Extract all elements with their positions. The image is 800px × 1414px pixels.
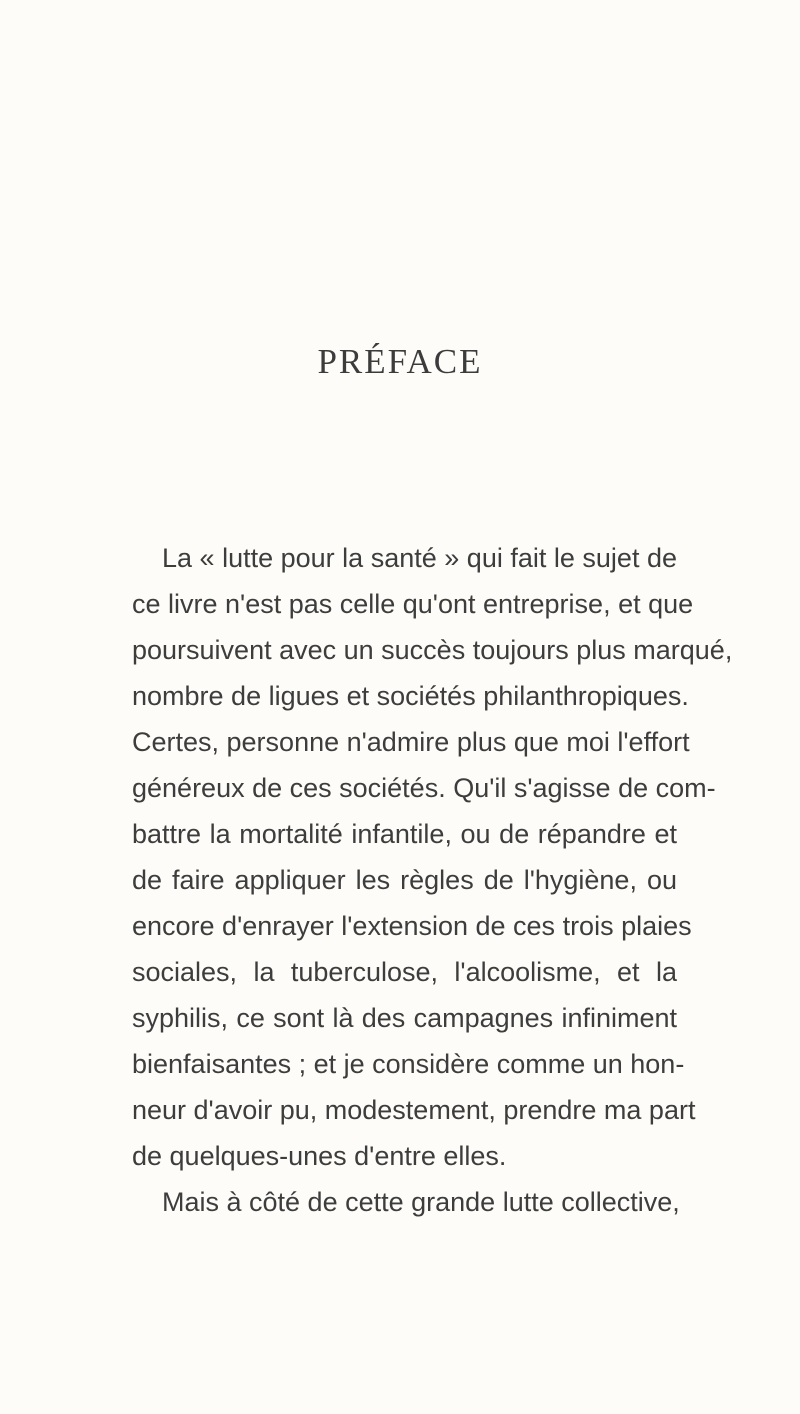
text-line: de faire appliquer les règles de l'hygiène, ou (132, 865, 677, 895)
text-line: Mais à côté de cette grande lutte collective, (162, 1187, 680, 1217)
text-line: généreux de ces sociétés. Qu'il s'agisse de com- (132, 773, 716, 803)
text-line: poursuivent avec un succès toujours plus marqué, (132, 635, 733, 665)
text-line: battre la mortalité infantile, ou de répandre et (132, 819, 677, 849)
page-title: PRÉFACE (317, 342, 483, 381)
text-line: syphilis, ce sont là des campagnes infiniment (132, 1003, 677, 1033)
preface-body (132, 535, 733, 1225)
text-line: bienfaisantes ; et je considère comme un hon- (132, 1049, 685, 1079)
text-line: La « lutte pour la santé » qui fait le sujet de (162, 543, 677, 573)
text-line: sociales, la tuberculose, l'alcoolisme, et la (132, 957, 677, 987)
text-line: de quelques-unes d'entre elles. (132, 1141, 507, 1171)
text-line: encore d'enrayer l'extension de ces trois plaies (132, 911, 692, 941)
text-line: ce livre n'est pas celle qu'ont entreprise, et que (132, 589, 694, 619)
text-line: Certes, personne n'admire plus que moi l'effort (132, 727, 690, 757)
text-line: nombre de ligues et sociétés philanthropiques. (132, 681, 689, 711)
text-line: neur d'avoir pu, modestement, prendre ma part (132, 1095, 696, 1125)
